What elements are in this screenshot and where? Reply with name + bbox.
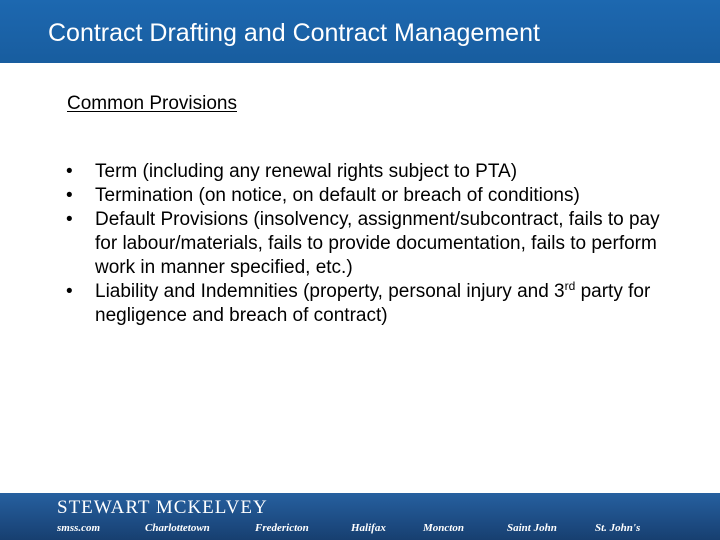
footer-city: Charlottetown: [145, 522, 210, 534]
footer-city: Saint John: [507, 522, 557, 534]
bullet-icon: •: [66, 281, 73, 302]
bullet-text-part: Liability and Indemnities (property, personal injury and 3: [95, 281, 565, 302]
footer-website: smss.com: [57, 522, 101, 534]
bullet-text: Termination (on notice, on default or breach of conditions): [95, 185, 580, 206]
bullet-icon: •: [66, 185, 73, 206]
footer-city: Halifax: [351, 522, 386, 534]
bullet-icon: •: [66, 209, 73, 230]
bullet-item-liability: [66, 280, 666, 328]
bullet-item-term: [66, 160, 666, 184]
bullet-list: [66, 160, 666, 328]
ordinal-superscript: rd: [564, 279, 576, 293]
bullet-item-termination: [66, 184, 666, 208]
bullet-item-default-provisions: [66, 208, 666, 280]
footer-city: St. John's: [595, 522, 641, 534]
footer-city: Fredericton: [255, 522, 309, 534]
bullet-text: Default Provisions (insolvency, assignment/subcontract, fails to pay for labour/materials, fails to provide documentation, fails to perform work in manner specified, etc.): [95, 209, 660, 278]
footer-city: Moncton: [423, 522, 464, 534]
bullet-text: [95, 281, 650, 326]
brand-logo: STEWART MCKELVEY: [57, 497, 268, 518]
bullet-text: Term (including any renewal rights subject to PTA): [95, 161, 518, 182]
section-heading: Common Provisions: [67, 93, 237, 114]
footer-bar: [0, 493, 720, 540]
footer-locations: [0, 520, 720, 536]
bullet-text-part: party for negligence and breach of contract): [95, 281, 651, 326]
slide-title: Contract Drafting and Contract Management: [48, 19, 540, 47]
bullet-icon: •: [66, 161, 73, 182]
title-bar: [0, 0, 720, 63]
